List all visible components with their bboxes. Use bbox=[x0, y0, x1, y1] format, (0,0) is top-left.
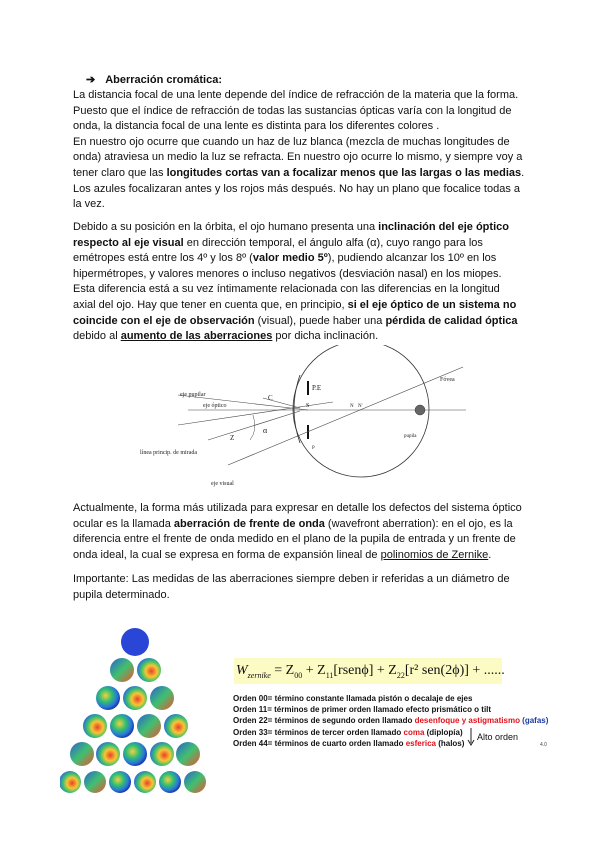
text-line: tener claro que las longitudes cortas van a focalizar menos que las largas o las medias. bbox=[73, 166, 525, 179]
paragraph-alpha-angle bbox=[73, 220, 525, 345]
text-line: la vez. bbox=[73, 198, 105, 211]
zernike-z5 bbox=[109, 771, 131, 793]
label-eje-visual: eje visual bbox=[211, 481, 234, 487]
text-line: Los azules focalizaran antes y los rojos más después. No hay un plano que focalice todas a bbox=[73, 182, 520, 195]
paragraph-chromatic bbox=[73, 88, 525, 213]
label-c: C bbox=[268, 394, 273, 402]
pupil-dot bbox=[415, 405, 425, 415]
order-00: Orden 00= término constante llamada pistón o decalaje de ejes bbox=[233, 694, 473, 703]
label-p: P bbox=[312, 446, 315, 451]
arrow-down-icon bbox=[467, 728, 475, 746]
label-s: S bbox=[306, 403, 310, 409]
text-line: emétropes está entre los 4º y los 8º (valor medio 5º), pudiendo alcanzar los 10º en los bbox=[73, 252, 497, 265]
text-line: onda) atraviesa un medio la luz se refracta. En nuestro ojo ocurre lo mismo, y siempre voy a bbox=[73, 151, 523, 164]
text-line: axial del ojo. Hay que tener en cuenta que, en principio, si el eje óptico de un sistema no bbox=[73, 298, 517, 311]
text-line: hipermétropes, y valores menores o incluso negativos (desviación nasal) en los miopes. bbox=[73, 267, 502, 280]
order-33: Orden 33= términos de tercer orden llamado coma (diplopía) bbox=[233, 727, 463, 737]
label-n: N bbox=[350, 404, 354, 409]
text-line: diferencia entre el frente de onda medido en el plano de la pupila de entrada y un frente de bbox=[73, 533, 516, 546]
text-line: En nuestro ojo ocurre que cuando un haz de luz blanca (mezcla de muchas longitudes de bbox=[73, 135, 510, 148]
label-pe: P.E bbox=[312, 384, 322, 392]
zernike-z5 bbox=[84, 771, 106, 793]
text-line: La distancia focal de una lente depende del índice de refracción de la materia que la forma. bbox=[73, 89, 519, 101]
text-line: Puesto que el índice de refracción de todas las sustancias ópticas varía con la longitud de bbox=[73, 104, 512, 117]
zernike-z11b bbox=[137, 658, 161, 682]
text-line: Importante: Las medidas de las aberraciones siempre deben ir referidas a un diámetro de bbox=[73, 573, 510, 585]
zernike-z4 bbox=[123, 742, 147, 766]
text-line: Actualmente, la forma más utilizada para expresar en detalle los defectos del sistema óptico bbox=[73, 502, 522, 514]
text-line: onda, la distancia focal de una lente es distinta para los diferentes colores . bbox=[73, 120, 440, 133]
zernike-z4 bbox=[96, 742, 120, 766]
heading-title: Aberración cromática: bbox=[105, 74, 222, 86]
zernike-formula: $W_{zernike} = Z_{00}$ + $Z_{11}[rsen\phi] + Z_{22}[r^2$ sen(2ϕ)] + ...... bbox=[234, 658, 502, 684]
zernike-z3 bbox=[83, 714, 107, 738]
text-line: Esta diferencia está a su vez íntimamente relacionada con las diferencias en la longitud bbox=[73, 283, 500, 296]
eye-globe bbox=[293, 345, 429, 477]
label-z: Z bbox=[230, 434, 235, 442]
text-line: Debido a su posición en la órbita, el ojo humano presenta una inclinación del eje óptico bbox=[73, 221, 509, 233]
z-line bbox=[208, 411, 300, 440]
label-eje-optico: eje óptico bbox=[203, 403, 227, 409]
arrow-icon: ➔ bbox=[86, 74, 96, 86]
eye-axes-diagram bbox=[128, 345, 472, 495]
zernike-z5 bbox=[134, 771, 156, 793]
paragraph-importante bbox=[73, 572, 525, 603]
label-n-prime: N' bbox=[358, 404, 363, 409]
zernike-z2 bbox=[123, 686, 147, 710]
text-line: ocular es la llamada aberración de frente de onda (wavefront aberration): en el ojo, es la bbox=[73, 517, 513, 530]
text-line: coincide con el eje de observación (visual), puede haber una pérdida de calidad óptica bbox=[73, 314, 518, 327]
zernike-z3 bbox=[137, 714, 161, 738]
zernike-z5 bbox=[60, 771, 81, 793]
text-line: debido al aumento de las aberraciones por dicha inclinación. bbox=[73, 330, 379, 343]
alpha-arc bbox=[250, 415, 255, 440]
label-linea-mirada: línea princip. de mirada bbox=[140, 450, 197, 456]
label-pupila: pupila bbox=[404, 434, 417, 439]
zernike-z4 bbox=[70, 742, 94, 766]
text-line: pupila determinado. bbox=[73, 588, 170, 601]
text-line: onda ideal, la cual se expresa en forma de expansión lineal de polinomios de Zernike. bbox=[73, 548, 492, 561]
order-44: Orden 44= términos de cuarto orden llamado esferica (halos) bbox=[233, 738, 465, 748]
zernike-z11a bbox=[110, 658, 134, 682]
zernike-z2 bbox=[150, 686, 174, 710]
text-line: respecto al eje visual en dirección temporal, el ángulo alfa (α), cuyo rango para los bbox=[73, 236, 483, 249]
zernike-z3 bbox=[164, 714, 188, 738]
section-heading bbox=[86, 73, 222, 86]
paragraph-wavefront bbox=[73, 501, 525, 563]
zernike-z2 bbox=[96, 686, 120, 710]
label-fovea: Fóvea bbox=[440, 377, 455, 383]
order-11: Orden 11= términos de primer orden llamado efecto prismático o tilt bbox=[233, 705, 492, 715]
order-22: Orden 22= términos de segundo orden llamado desenfoque y astigmatismo (gafas) bbox=[233, 716, 549, 726]
zernike-z4 bbox=[150, 742, 174, 766]
slide-number: 4.0 bbox=[540, 742, 547, 748]
zernike-z5 bbox=[184, 771, 206, 793]
label-alpha: α bbox=[263, 426, 268, 435]
visual-axis bbox=[228, 367, 463, 465]
zernike-z4 bbox=[176, 742, 200, 766]
label-eje-pupilar: eje pupilar bbox=[180, 392, 206, 398]
line-of-sight bbox=[178, 402, 333, 425]
zernike-z5 bbox=[159, 771, 181, 793]
zernike-z3 bbox=[110, 714, 134, 738]
zernike-pyramid-image bbox=[60, 626, 210, 806]
zernike-z00 bbox=[121, 628, 149, 656]
alto-orden-label: Alto orden bbox=[477, 732, 519, 742]
